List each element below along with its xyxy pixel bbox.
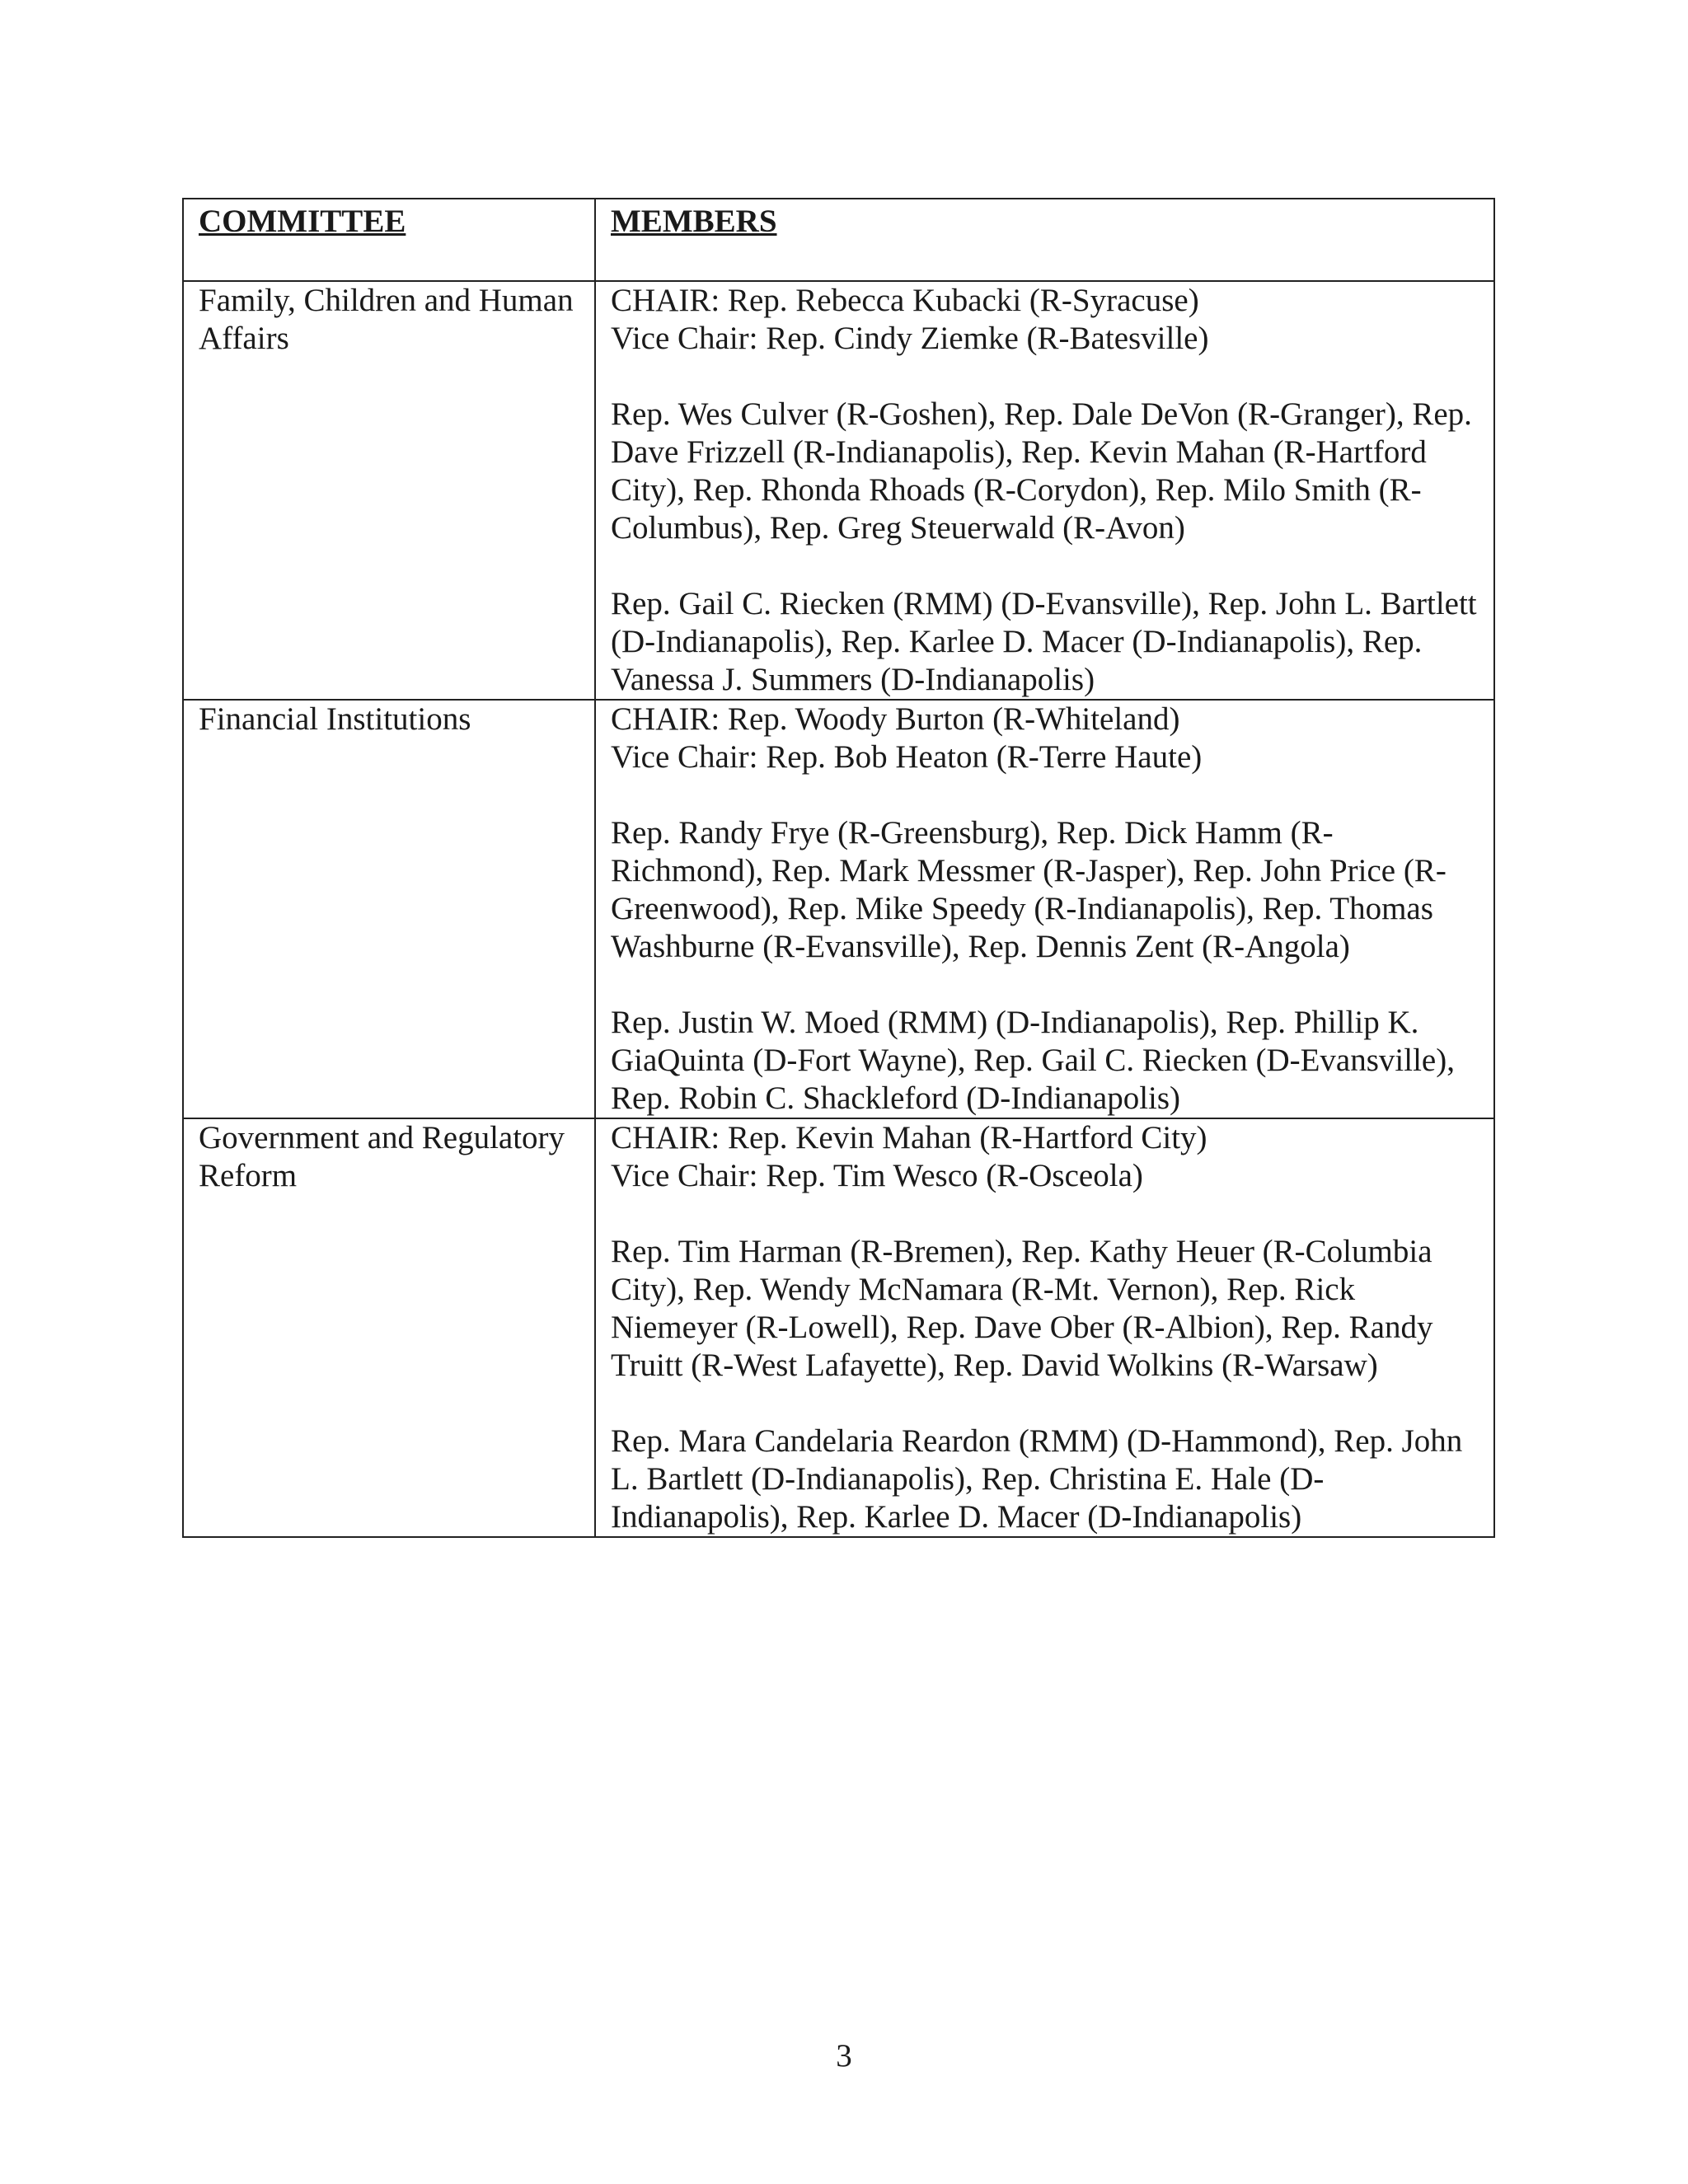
table-row — [183, 1118, 1494, 1537]
committee-members — [595, 1118, 1494, 1537]
vice-chair: Vice Chair: Rep. Bob Heaton (R-Terre Haute) — [611, 739, 1203, 775]
table-row — [183, 281, 1494, 700]
page-number: 3 — [836, 2038, 852, 2074]
vice-chair: Vice Chair: Rep. Cindy Ziemke (R-Batesville) — [611, 321, 1209, 356]
committee-name: Family, Children and Human Affairs — [183, 281, 595, 700]
democrat-members: Rep. Gail C. Riecken (RMM) (D-Evansville), Rep. John L. Bartlett (D-Indianapolis), Rep. Karlee D. Macer (D-Indianapolis), Rep. Vanessa J. Summers (D-Indianapolis) — [611, 586, 1477, 697]
chair: CHAIR: Rep. Woody Burton (R-Whiteland) — [611, 701, 1180, 737]
table-row — [183, 700, 1494, 1118]
chair: CHAIR: Rep. Rebecca Kubacki (R-Syracuse) — [611, 283, 1199, 318]
chair: CHAIR: Rep. Kevin Mahan (R-Hartford City) — [611, 1120, 1207, 1155]
committee-name: Government and Regulatory Reform — [183, 1118, 595, 1537]
democrat-members: Rep. Mara Candelaria Reardon (RMM) (D-Hammond), Rep. John L. Bartlett (D-Indianapolis), Rep. Christina E. Hale (D-Indianapolis), Rep. Karlee D. Macer (D-Indianapolis) — [611, 1423, 1463, 1535]
committee-name: Financial Institutions — [183, 700, 595, 1118]
vice-chair: Vice Chair: Rep. Tim Wesco (R-Osceola) — [611, 1158, 1143, 1193]
republican-members: Rep. Randy Frye (R-Greensburg), Rep. Dick Hamm (R-Richmond), Rep. Mark Messmer (R-Jasper), Rep. John Price (R-Greenwood), Rep. Mike Speedy (R-Indianapolis), Rep. Thomas Washburne (R-Evansville), Rep. Dennis Zent (R-Angola) — [611, 815, 1447, 964]
democrat-members: Rep. Justin W. Moed (RMM) (D-Indianapolis), Rep. Phillip K. GiaQuinta (D-Fort Wayne), Rep. Gail C. Riecken (D-Evansville), Rep. Robin C. Shackleford (D-Indianapolis) — [611, 1005, 1455, 1116]
committee-members — [595, 700, 1494, 1118]
republican-members: Rep. Tim Harman (R-Bremen), Rep. Kathy Heuer (R-Columbia City), Rep. Wendy McNamara (R-Mt. Vernon), Rep. Rick Niemeyer (R-Lowell), Rep. Dave Ober (R-Albion), Rep. Randy Truitt (R-West Lafayette), Rep. David Wolkins (R-Warsaw) — [611, 1234, 1433, 1383]
committee-members — [595, 281, 1494, 700]
committee-table — [182, 198, 1495, 1538]
republican-members: Rep. Wes Culver (R-Goshen), Rep. Dale DeVon (R-Granger), Rep. Dave Frizzell (R-Indianapolis), Rep. Kevin Mahan (R-Hartford City), Rep. Rhonda Rhoads (R-Corydon), Rep. Milo Smith (R-Columbus), Rep. Greg Steuerwald (R-Avon) — [611, 396, 1472, 546]
column-header-members: MEMBERS — [595, 199, 1494, 281]
table-header-row — [183, 199, 1494, 281]
column-header-committee: COMMITTEE — [183, 199, 595, 281]
